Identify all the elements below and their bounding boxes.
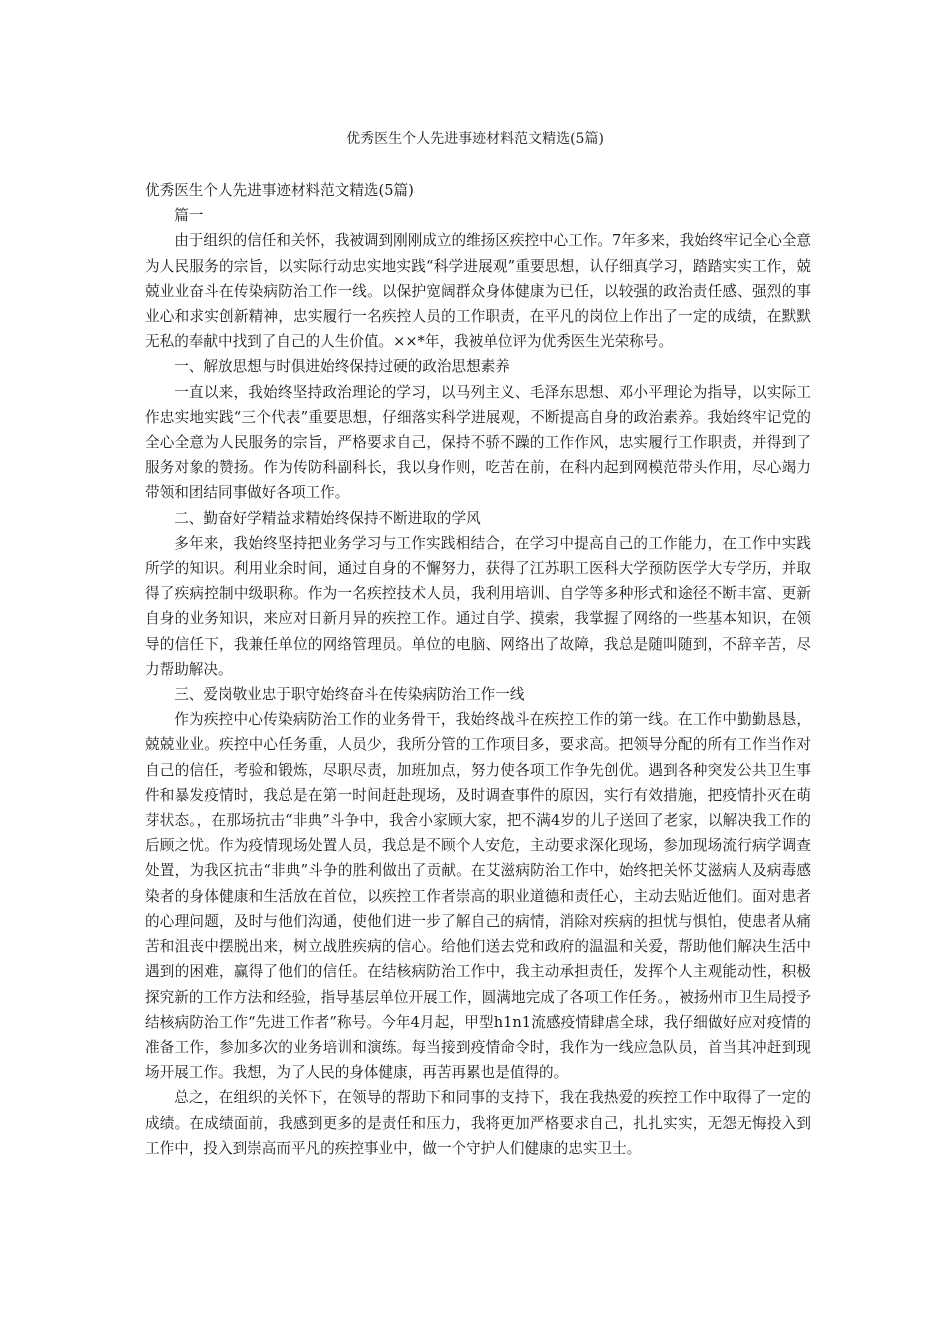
section-label: 篇一 [174, 207, 204, 225]
document-subtitle: 优秀医生个人先进事迹材料范文精选(5篇) [145, 182, 414, 199]
paragraph-section-2: 多年来，我始终坚持把业务学习与工作实践相结合，在学习中提高自己的工作能力，在工作中实践所学的知识。利用业余时间，通过自身的不懈努力，获得了江苏职工医科大学预防医学大专学历，并取得了疾病控制中级职称。作为一名疾控技术人员，我利用培训、自学等多种形式和途径不断丰富、更新自身的业务知识，来应对日新月异的疾控工作。通过自学、摸索，我掌握了网络的一些基本知识，在领导的信任下，我兼任单位的网络管理员。单位的电脑、网络出了故障，我总是随叫随到，不辞辛苦，尽力帮助解决。 [145, 534, 811, 678]
heading-section-1: 一、解放思想与时俱进始终保持过硬的政治思想素养 [174, 358, 510, 376]
paragraph-section-3: 作为疾控中心传染病防治工作的业务骨干，我始终战斗在疾控工作的第一线。在工作中勤勤恳恳，兢兢业业。疾控中心任务重，人员少，我所分管的工作项目多，要求高。把领导分配的所有工作当作对自己的信任，考验和锻炼，尽职尽责，加班加点，努力使各项工作争先创优。遇到各种突发公共卫生事件和暴发疫情时，我总是在第一时间赶赴现场，及时调查事件的原因，实行有效措施，把疫情扑灭在萌芽状态。，在那场抗击“非典”斗争中，我舍小家顾大家，把不满4岁的儿子送回了老家，以解决我工作的后顾之忧。作为疫情现场处置人员，我总是不顾个人安危，主动要求深化现场，参加现场流行病学调查处置，为我区抗击“非典”斗争的胜利做出了贡献。在艾滋病防治工作中，始终把关怀艾滋病人及病毒感染者的身体健康和生活放在首位，以疾控工作者崇高的职业道德和责任心，主动去贴近他们。面对患者的心理问题，及时与他们沟通，使他们进一步了解自己的病情，消除对疾病的担忧与惧怕，使患者从痛苦和沮丧中摆脱出来，树立战胜疾病的信心。给他们送去党和政府的温温和关爱，帮助他们解决生活中遇到的困难，赢得了他们的信任。在结核病防治工作中，我主动承担责任，发挥个人主观能动性，积极探究新的工作方法和经验，指导基层单位开展工作，圆满地完成了各项工作任务。，被扬州市卫生局授予结核病防治工作“先进工作者”称号。今年4月起，甲型h1n1流感疫情肆虐全球，我仔细做好应对疫情的准备工作，参加多次的业务培训和演练。每当接到疫情命令时，我作为一线应急队员，首当其冲赶到现场开展工作。我想，为了人民的身体健康，再苦再累也是值得的。 [145, 711, 811, 1082]
paragraph-conclusion: 总之，在组织的关怀下，在领导的帮助下和同事的支持下，我在我热爱的疾控工作中取得了一定的成绩。在成绩面前，我感到更多的是责任和压力，我将更加严格要求自己，扎扎实实，无怨无悔投入到工作中，投入到崇高而平凡的疾控事业中，做一个守护人们健康的忠实卫士。 [145, 1089, 811, 1157]
page-title: 优秀医生个人先进事迹材料范文精选(5篇) [346, 131, 604, 147]
paragraph-intro: 由于组织的信任和关怀，我被调到刚刚成立的维扬区疾控中心工作。7年多来，我始终牢记全心全意为人民服务的宗旨，以实际行动忠实地实践“科学进展观”重要思想，认仔细真学习，踏踏实实工作，兢兢业业奋斗在传染病防治工作一线。以保护宽阔群众身体健康为已任，以较强的政治责任感、强烈的事业心和求实创新精神，忠实履行一名疾控人员的工作职责，在平凡的岗位上作出了一定的成绩，在默默无私的奉献中找到了自己的人生价值。××*年，我被单位评为优秀医生光荣称号。 [145, 232, 812, 351]
heading-section-3: 三、爱岗敬业忠于职守始终奋斗在传染病防治工作一线 [174, 686, 525, 704]
document-body [145, 178, 811, 1161]
heading-section-2: 二、勤奋好学精益求精始终保持不断进取的学风 [174, 509, 481, 527]
paragraph-section-1: 一直以来，我始终坚持政治理论的学习，以马列主义、毛泽东思想、邓小平理论为指导，以实际工作忠实地实践“三个代表”重要思想，仔细落实科学进展观，不断提高自身的政治素养。我始终牢记党的全心全意为人民服务的宗旨，严格要求自己，保持不骄不躁的工作作风，忠实履行工作职责，并得到了服务对象的赞扬。作为传防科副科长，我以身作则，吃苦在前，在科内起到网模范带头作用，尽心竭力带领和团结同事做好各项工作。 [145, 383, 811, 502]
